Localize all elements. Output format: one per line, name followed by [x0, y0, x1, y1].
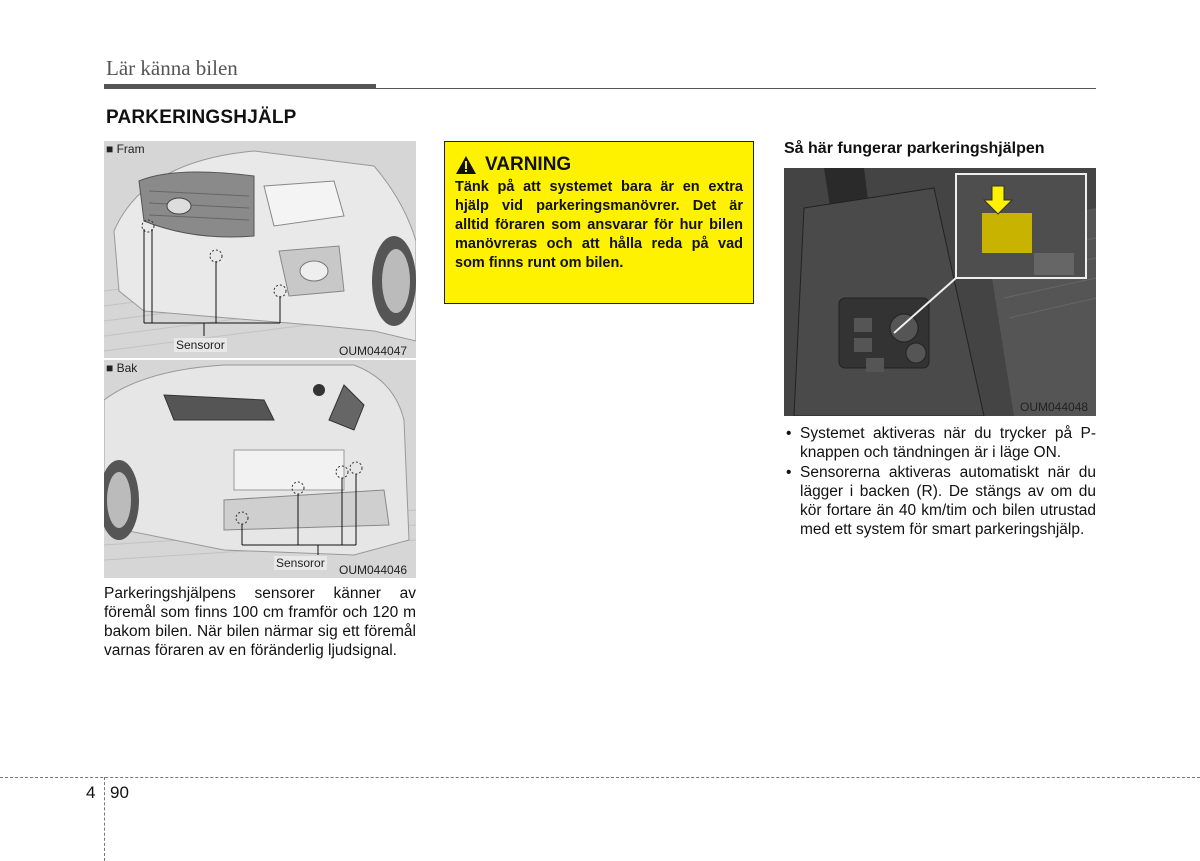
warning-triangle-icon: [455, 155, 477, 175]
section-title: PARKERINGSHJÄLP: [106, 107, 297, 128]
console-figure-code: OUM044048: [1020, 400, 1089, 414]
warning-text: Tänk på att systemet bara är en extra hjälp vid parkeringsmanövrer. Det är alltid föraren som ansvarar för hur bilen manövreras och att hålla reda på vad som finns runt om bilen.: [455, 179, 743, 271]
bullet-text: Sensorerna aktiveras automatiskt när du lägger i backen (R). De stängs av om du kör fortare än 40 km/tim och bilen utrustad med ett system för smart parkeringshjälp.: [800, 464, 1096, 538]
header-rule-thin: [376, 88, 1096, 89]
how-it-works-heading: Så här fungerar parkeringshjälpen: [784, 140, 1045, 157]
console-illustration: [784, 168, 1096, 416]
parking-sensor-description: Parkeringshjälpens sensorer känner av föremål som finns 100 cm framför och 120 m bakom bilen. När bilen närmar sig ett föremål varnas föraren av en föränderlig ljudsignal.: [104, 585, 416, 659]
warning-box: [444, 141, 754, 304]
chapter-title: Lär känna bilen: [106, 56, 238, 80]
front-figure-code: OUM044047: [339, 344, 408, 358]
rear-figure-label: ■ Bak: [106, 361, 138, 375]
rear-figure-code: OUM044046: [339, 563, 408, 577]
footer-divider: [0, 777, 1200, 778]
rear-car-illustration: [104, 360, 416, 578]
page-number: 90: [110, 783, 129, 802]
chapter-number: 4: [86, 783, 96, 802]
warning-title: VARNING: [485, 154, 572, 175]
rear-sensor-label: Sensoror: [276, 556, 325, 570]
list-item: [786, 424, 1096, 462]
footer-vertical-divider: [104, 777, 105, 861]
front-car-illustration: [104, 141, 416, 358]
header-rule-thick: [104, 84, 376, 89]
rear-car-figure: [104, 360, 416, 578]
bullet-symbol: •: [786, 425, 792, 442]
front-sensor-label: Sensoror: [176, 338, 225, 352]
bullet-text: Systemet aktiveras när du trycker på P-knappen och tändningen är i läge ON.: [800, 425, 1096, 461]
how-it-works-list: [786, 424, 1096, 540]
front-car-figure: [104, 141, 416, 358]
front-figure-label: ■ Fram: [106, 142, 145, 156]
console-figure: [784, 168, 1096, 416]
list-item: [786, 463, 1096, 539]
bullet-symbol: •: [786, 464, 792, 481]
